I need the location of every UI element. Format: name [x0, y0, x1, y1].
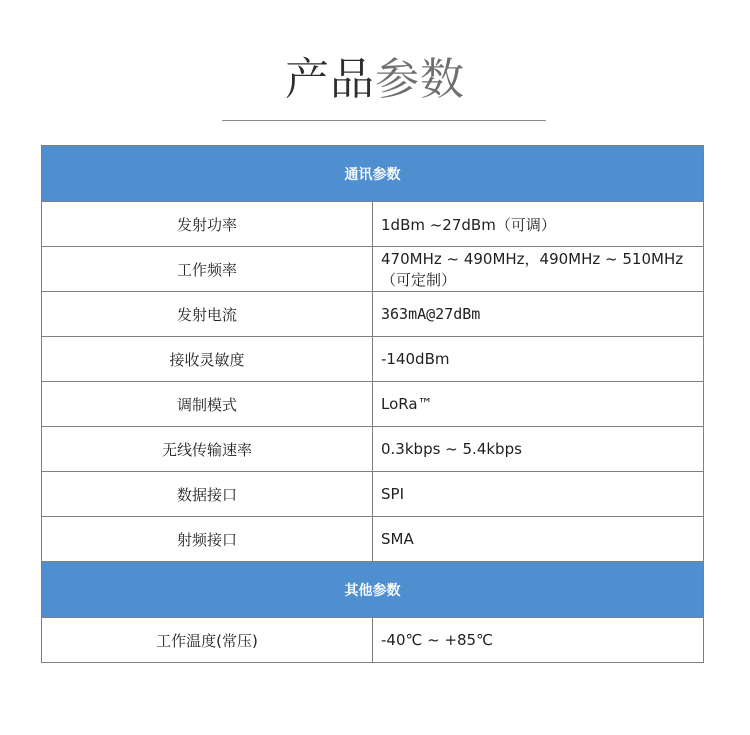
table-row [42, 382, 704, 427]
table-row [42, 292, 704, 337]
table-row [42, 202, 704, 247]
table-row [42, 618, 704, 663]
table-row [42, 427, 704, 472]
table-row [42, 472, 704, 517]
row-label-sensitivity: 接收灵敏度 [42, 337, 373, 382]
row-value-data-rate: 0.3kbps ~ 5.4kbps [373, 427, 704, 472]
row-value-transmit-power: 1dBm ~27dBm（可调） [373, 202, 704, 247]
section-header-other: 其他参数 [42, 562, 704, 618]
row-value-sensitivity: -140dBm [373, 337, 704, 382]
row-label-transmit-power: 发射功率 [42, 202, 373, 247]
title-divider [222, 120, 546, 121]
page-title [0, 50, 750, 110]
row-label-modulation: 调制模式 [42, 382, 373, 427]
table-row [42, 337, 704, 382]
row-value-data-interface: SPI [373, 472, 704, 517]
row-label-data-rate: 无线传输速率 [42, 427, 373, 472]
row-label-frequency: 工作频率 [42, 247, 373, 292]
row-value-rf-interface: SMA [373, 517, 704, 562]
row-label-transmit-current: 发射电流 [42, 292, 373, 337]
table-row [42, 517, 704, 562]
row-value-operating-temperature: -40℃ ~ +85℃ [373, 618, 704, 663]
table-row [42, 247, 704, 292]
row-value-modulation: LoRa™ [373, 382, 704, 427]
page-title-light: 参数 [375, 54, 465, 105]
row-label-rf-interface: 射频接口 [42, 517, 373, 562]
spec-table [41, 145, 704, 663]
section-header-row [42, 146, 704, 202]
row-value-frequency: 470MHz ~ 490MHz，490MHz ~ 510MHz（可定制） [373, 247, 704, 292]
section-header-row [42, 562, 704, 618]
page-title-dark: 产品 [285, 54, 375, 105]
row-value-transmit-current: 363mA@27dBm [373, 292, 704, 337]
section-header-communication: 通讯参数 [42, 146, 704, 202]
row-label-data-interface: 数据接口 [42, 472, 373, 517]
row-label-operating-temperature: 工作温度(常压) [42, 618, 373, 663]
